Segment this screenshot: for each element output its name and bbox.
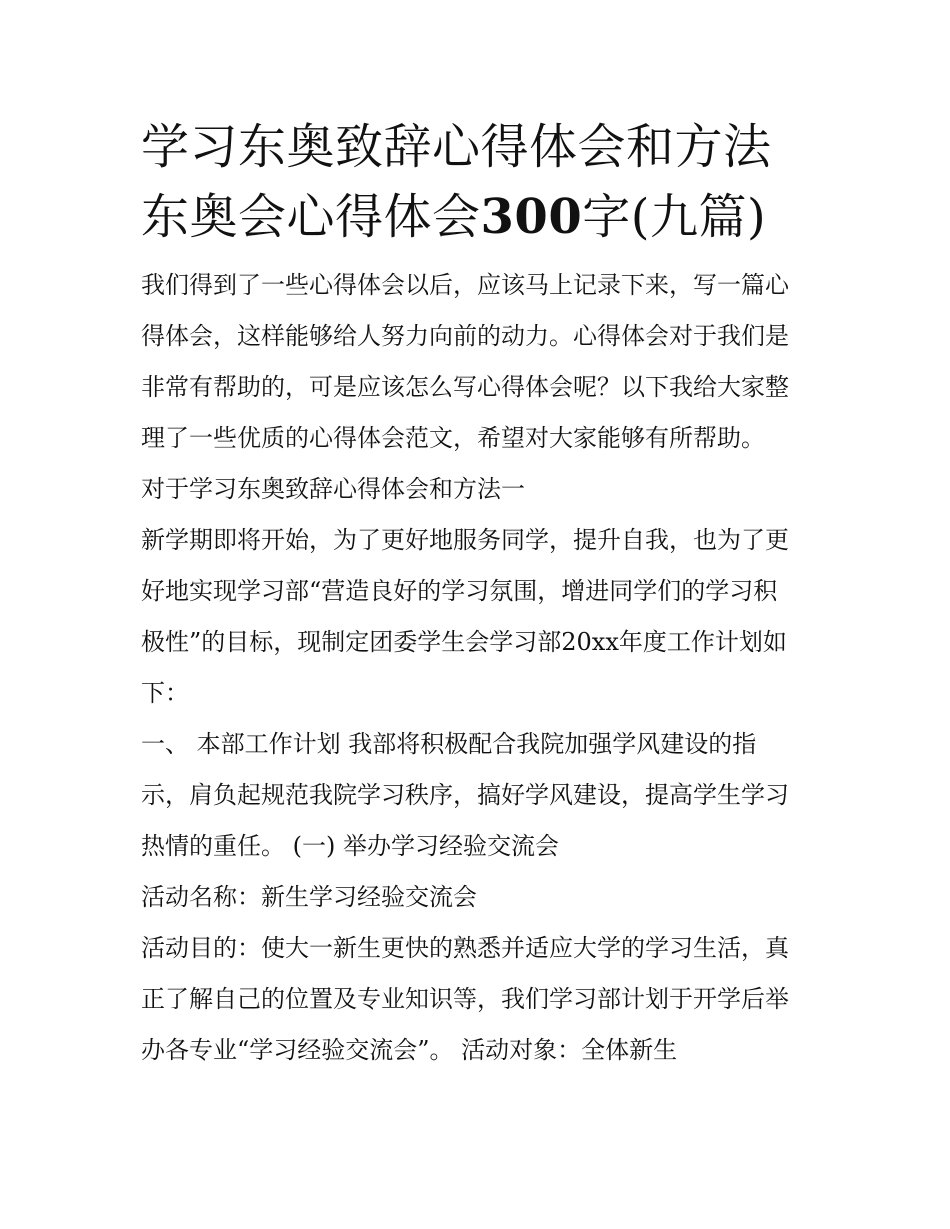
title-line-2-prefix: 东奥会心得体会 xyxy=(141,189,481,245)
document-body xyxy=(141,260,816,1076)
body-line: 好地实现学习部“营造良好的学习氛围，增进同学们的学习积 xyxy=(141,577,778,605)
body-line: 示，肩负起规范我院学习秩序，搞好学风建设，提高学生学习 xyxy=(141,781,789,809)
document-title xyxy=(141,112,816,252)
body-line: 一、 本部工作计划 我部将积极配合我院加强学风建设的指 xyxy=(141,730,757,758)
body-line: 下： xyxy=(141,679,189,707)
body-line: 非常有帮助的，可是应该怎么写心得体会呢？以下我给大家整 xyxy=(141,373,789,401)
body-line: 正了解自己的位置及专业知识等，我们学习部计划于开学后举 xyxy=(141,985,789,1013)
body-line: 极性”的目标，现制定团委学生会学习部20xx年度工作计划如 xyxy=(141,628,787,656)
body-line: 办各专业“学习经验交流会”。 活动对象：全体新生 xyxy=(141,1036,678,1064)
section-heading: 对于学习东奥致辞心得体会和方法一 xyxy=(141,475,525,503)
title-line-2-number: 300 xyxy=(480,189,583,245)
body-line: 活动名称：新生学习经验交流会 xyxy=(141,883,477,911)
body-line: 热情的重任。 (一) 举办学习经验交流会 xyxy=(141,832,559,860)
body-line: 活动目的：使大一新生更快的熟悉并适应大学的学习生活，真 xyxy=(141,934,789,962)
title-line-2 xyxy=(141,182,816,252)
title-line-1: 学习东奥致辞心得体会和方法 xyxy=(141,119,772,175)
body-line: 我们得到了一些心得体会以后，应该马上记录下来，写一篇心 xyxy=(141,271,789,299)
body-line: 得体会，这样能够给人努力向前的动力。心得体会对于我们是 xyxy=(141,322,789,350)
document-content xyxy=(141,112,816,1076)
body-line: 新学期即将开始，为了更好地服务同学，提升自我，也为了更 xyxy=(141,526,789,554)
body-line: 理了一些优质的心得体会范文，希望对大家能够有所帮助。 xyxy=(141,424,765,452)
title-line-2-suffix: 字(九篇) xyxy=(582,189,767,245)
